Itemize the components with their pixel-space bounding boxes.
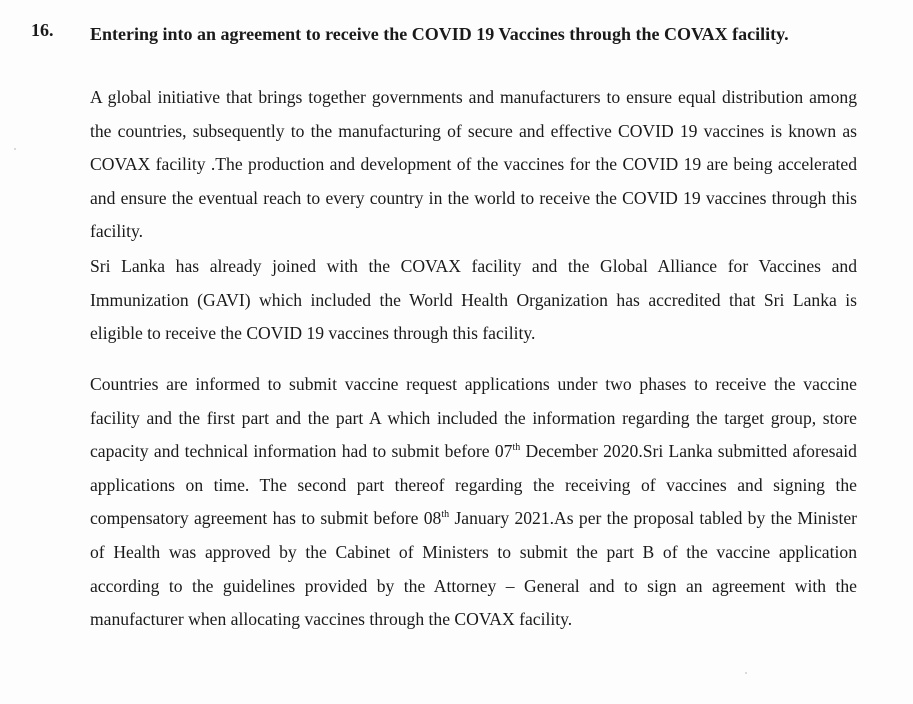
paragraph-text-segment: January 2021.As per the proposal tabled by the Minister of Health was approved by the Cabinet of Ministers to submit the part B of the vaccine application according to the guidelines provided by the Attorney – General and to sign an agreement with the manufacturer when allocating vaccines through the COVAX facility. [90,508,857,630]
ordinal-suffix: th [512,442,521,454]
item-number: 16. [31,20,54,40]
scan-speck [745,672,747,674]
paragraph-text-segment: Countries are informed to submit vaccine request applications under two phases to receive the vaccine facility and the first part and the part A which included the information regarding the target group, store capacity and technical information had to submit before 07 [90,374,857,462]
paragraph-text-segment: December 2020.Sri Lanka submitted aforesaid applications on time. The second part thereof regarding the receiving of vaccines and signing the compensatory agreement has to submit before 08 [90,441,857,529]
item-heading: Entering into an agreement to receive the COVID 19 Vaccines through the COVAX facility. [90,24,789,44]
paragraph-covax-description: A global initiative that brings together governments and manufacturers to ensure equal distribution among the countries, subsequently to the manufacturing of secure and effective COVID 19 vaccines is known as COVAX facility .The production and development of the vaccines for the COVID 19 are being accelerated and ensure the eventual reach to every country in the world to receive the COVID 19 vaccines through this facility. [90,87,857,242]
paragraph-application-phases [90,368,857,637]
scan-speck [14,148,16,150]
ordinal-suffix: th [441,509,450,521]
paragraph-sri-lanka-joined: Sri Lanka has already joined with the COVAX facility and the Global Alliance for Vaccines and Immunization (GAVI) which included the World Health Organization has accredited that Sri Lanka is eligible to receive the COVID 19 vaccines through this facility. [90,256,857,344]
